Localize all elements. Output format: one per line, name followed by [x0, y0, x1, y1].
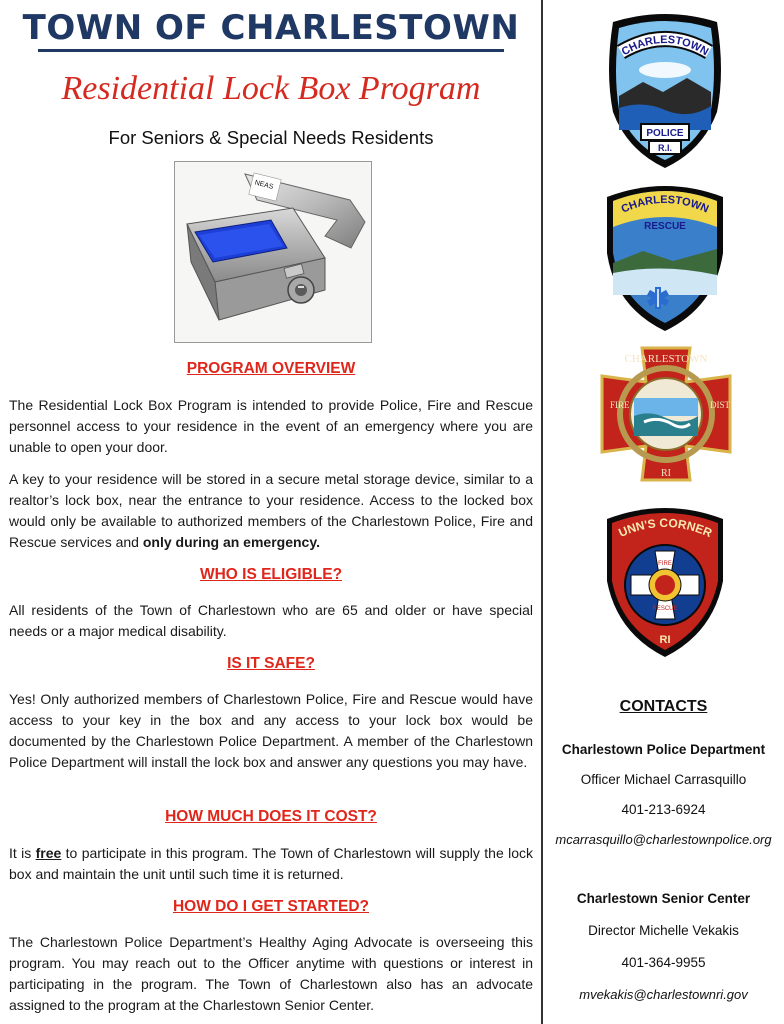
contact-senior-email[interactable]: mvekakis@charlestownri.gov: [579, 987, 748, 1002]
police-patch: [603, 12, 727, 175]
contacts-heading: CONTACTS: [619, 698, 708, 715]
fire-patch-bottom-text: RI: [661, 468, 671, 479]
get-started-paragraph: The Charlestown Police Department’s Healthy Aging Advocate is overseeing this program. You may reach out to the Officer anytime with questions or interest in participating in the program. The Town of Charlestown also has an advocate assigned to the program at the Charlestown Senior Center.: [9, 934, 533, 1013]
lock-box-photo: [174, 161, 372, 343]
overview-paragraph-2: [9, 469, 533, 553]
contact-police-org: Charlestown Police Department: [561, 742, 766, 757]
heading-who-is-eligible: WHO IS ELIGIBLE?: [199, 566, 343, 583]
sidebar: [543, 0, 784, 1024]
contact-police-phone[interactable]: 401-213-6924: [621, 802, 706, 817]
cost-paragraph-lead: It is: [9, 845, 36, 861]
heading-how-much-does-it-cost: HOW MUCH DOES IT COST?: [165, 808, 377, 825]
lock-box-illustration: [175, 162, 371, 342]
police-patch-top-text: CHARLESTOWN: [619, 33, 711, 59]
dunns-patch-inner-bottom: RESCUE: [652, 606, 678, 612]
police-patch-state: R.I.: [657, 143, 673, 153]
page-title: TOWN OF CHARLESTOWN: [22, 8, 520, 48]
contact-police-email[interactable]: mcarrasquillo@charlestownpolice.org: [555, 832, 772, 847]
fire-patch-top-text: CHARLESTOWN: [624, 353, 708, 365]
fire-patch-left-text: FIRE: [610, 400, 630, 410]
overview-paragraph-2-text: A key to your residence will be stored in a secure metal storage device, similar to a realtor’s lock box, near the entrance to your residence. Access to the locked box would only be available to authorized members of the Charlestown Police, Fire and Rescue services and: [9, 471, 533, 550]
free-emphasis: free: [35, 845, 62, 861]
program-subtitle: Residential Lock Box Program: [61, 70, 481, 107]
dunns-corners-patch: [601, 507, 729, 664]
emergency-only-emphasis: only during an emergency.: [142, 534, 320, 550]
safe-paragraph: Yes! Only authorized members of Charlestown Police, Fire and Rescue would have access to your key in the box and any access to your lock box would be documented by the Charlestown Police Department. A member of the Charlestown Police Department will install the lock box and answer any questions you may have.: [9, 691, 533, 770]
rescue-patch: [603, 183, 727, 338]
cost-paragraph: [9, 843, 533, 885]
rescue-patch-top-text: CHARLESTOWN: [619, 193, 711, 216]
heading-how-do-i-get-started: HOW DO I GET STARTED?: [172, 898, 370, 915]
heading-is-it-safe: IS IT SAFE?: [227, 655, 315, 672]
sticker-text: NEAS: [253, 179, 275, 191]
dunns-patch-top-text: UNN'S CORNER: [616, 515, 715, 541]
dunns-patch-bottom-text: RI: [659, 634, 671, 646]
eligible-paragraph: All residents of the Town of Charlestown who are 65 and older or have special needs or a major medical disability.: [9, 602, 533, 639]
overview-paragraph-1: The Residential Lock Box Program is intended to provide Police, Fire and Rescue personnel access to your residence in the event of an emergency where you are unable to open your door.: [9, 397, 533, 455]
police-patch-label: POLICE: [646, 128, 684, 139]
dunns-patch-inner-top: FIRE: [658, 561, 672, 567]
title-underline: [38, 49, 504, 52]
contact-police-name: Officer Michael Carrasquillo: [580, 772, 747, 787]
rescue-patch-label: RESCUE: [644, 221, 686, 232]
contact-senior-phone[interactable]: 401-364-9955: [621, 955, 706, 970]
fire-patch-right-text: DIST: [710, 400, 730, 410]
audience-tagline: For Seniors & Special Needs Residents: [108, 127, 434, 148]
contact-senior-name: Director Michelle Vekakis: [588, 923, 739, 938]
heading-program-overview: PROGRAM OVERVIEW: [186, 360, 356, 377]
cost-paragraph-rest: to participate in this program. The Town of Charlestown will supply the lock box and maintain the unit until such time it is returned.: [9, 845, 533, 882]
fire-district-patch: [600, 346, 732, 487]
contact-senior-org: Charlestown Senior Center: [576, 891, 751, 906]
